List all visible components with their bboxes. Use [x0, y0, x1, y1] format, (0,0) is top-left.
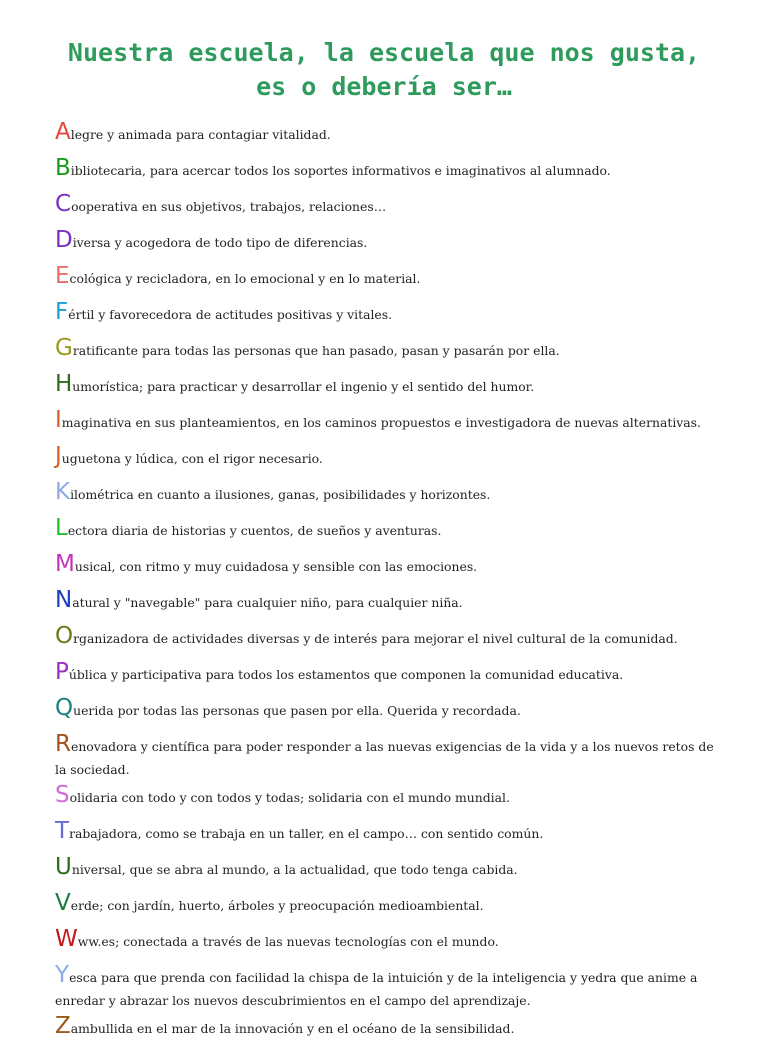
initial-letter: L [55, 515, 68, 541]
list-item [55, 854, 720, 881]
item-text: niversal, que se abra al mundo, a la actualidad, que todo tenga cabida. [71, 862, 518, 877]
initial-letter: F [55, 299, 69, 325]
initial-letter: W [55, 926, 78, 952]
initial-letter: G [55, 335, 73, 361]
list-item [55, 407, 720, 434]
item-text: ibliotecaria, para acercar todos los soportes informativos e imaginativos al alumnado. [70, 163, 611, 178]
list-item [55, 371, 720, 398]
list-item [55, 731, 720, 781]
item-text: uguetona y lúdica, con el rigor necesario. [61, 451, 323, 466]
initial-letter: E [55, 263, 70, 289]
item-text: ooperativa en sus objetivos, trabajos, relaciones… [71, 199, 387, 214]
list-item [55, 659, 720, 686]
list-item [55, 782, 720, 809]
item-text: ratificante para todas las personas que han pasado, pasan y pasarán por ella. [72, 343, 560, 358]
item-text: enovadora y científica para poder responder a las nuevas exigencias de la vida y a los nuevos retos de la sociedad. [55, 739, 714, 777]
item-text: legre y animada para contagiar vitalidad. [70, 127, 331, 142]
list-item [55, 623, 720, 650]
initial-letter: O [55, 623, 74, 649]
item-text: umorística; para practicar y desarrollar el ingenio y el sentido del humor. [72, 379, 535, 394]
initial-letter: Z [55, 1013, 71, 1039]
list-item [55, 479, 720, 506]
initial-letter: Y [55, 962, 70, 988]
list-item [55, 926, 720, 953]
acrostic-list [55, 119, 768, 1040]
list-item [55, 155, 720, 182]
initial-letter: R [55, 731, 71, 757]
list-item [55, 587, 720, 614]
item-text: esca para que prenda con facilidad la chispa de la intuición y de la inteligencia y yedra que anime a enredar y abrazar los nuevos descubrimientos en el campo del aprendizaje. [55, 970, 698, 1008]
page-title: Nuestra escuela, la escuela que nos gusta, es o debería ser… [67, 38, 701, 101]
list-item [55, 515, 720, 542]
initial-letter: Q [55, 695, 74, 721]
item-text: rganizadora de actividades diversas y de interés para mejorar el nivel cultural de la comunidad. [73, 631, 678, 646]
initial-letter: A [55, 119, 71, 145]
item-text: iversa y acogedora de todo tipo de diferencias. [72, 235, 368, 250]
list-item [55, 818, 720, 845]
list-item [55, 695, 720, 722]
item-text: cológica y recicladora, en lo emocional y en lo material. [69, 271, 421, 286]
list-item [55, 551, 720, 578]
item-text: rabajadora, como se trabaja en un taller, en el campo… con sentido común. [69, 826, 544, 841]
initial-letter: I [55, 407, 62, 433]
initial-letter: K [55, 479, 71, 505]
list-item [55, 119, 720, 146]
initial-letter: T [55, 818, 70, 844]
item-text: atural y "navegable" para cualquier niño, para cualquier niña. [72, 595, 463, 610]
list-item [55, 299, 720, 326]
initial-letter: M [55, 551, 75, 577]
list-item [55, 962, 720, 1012]
initial-letter: P [55, 659, 69, 685]
initial-letter: N [55, 587, 73, 613]
item-text: usical, con ritmo y muy cuidadosa y sensible con las emociones. [74, 559, 478, 574]
initial-letter: C [55, 191, 72, 217]
list-item [55, 335, 720, 362]
initial-letter: H [55, 371, 73, 397]
item-text: olidaria con todo y con todos y todas; solidaria con el mundo mundial. [69, 790, 510, 805]
list-item [55, 191, 720, 218]
item-text: ectora diaria de historias y cuentos, de sueños y aventuras. [67, 523, 442, 538]
list-item [55, 227, 720, 254]
item-text: ww.es; conectada a través de las nuevas tecnologías con el mundo. [77, 934, 499, 949]
list-item [55, 263, 720, 290]
item-text: maginativa en sus planteamientos, en los caminos propuestos e investigadora de nuevas alternativas. [61, 415, 701, 430]
item-text: uerida por todas las personas que pasen por ella. Querida y recordada. [73, 703, 521, 718]
initial-letter: B [55, 155, 71, 181]
initial-letter: S [55, 782, 70, 808]
item-text: értil y favorecedora de actitudes positivas y vitales. [68, 307, 393, 322]
item-text: ilométrica en cuanto a ilusiones, ganas, posibilidades y horizontes. [70, 487, 491, 502]
item-text: ública y participativa para todos los estamentos que componen la comunidad educativa. [68, 667, 624, 682]
initial-letter: D [55, 227, 73, 253]
list-item [55, 443, 720, 470]
initial-letter: J [55, 443, 62, 469]
list-item [55, 890, 720, 917]
item-text: erde; con jardín, huerto, árboles y preocupación medioambiental. [70, 898, 484, 913]
item-text: ambullida en el mar de la innovación y en el océano de la sensibilidad. [70, 1021, 515, 1036]
initial-letter: U [55, 854, 72, 880]
initial-letter: V [55, 890, 71, 916]
list-item [55, 1013, 720, 1040]
